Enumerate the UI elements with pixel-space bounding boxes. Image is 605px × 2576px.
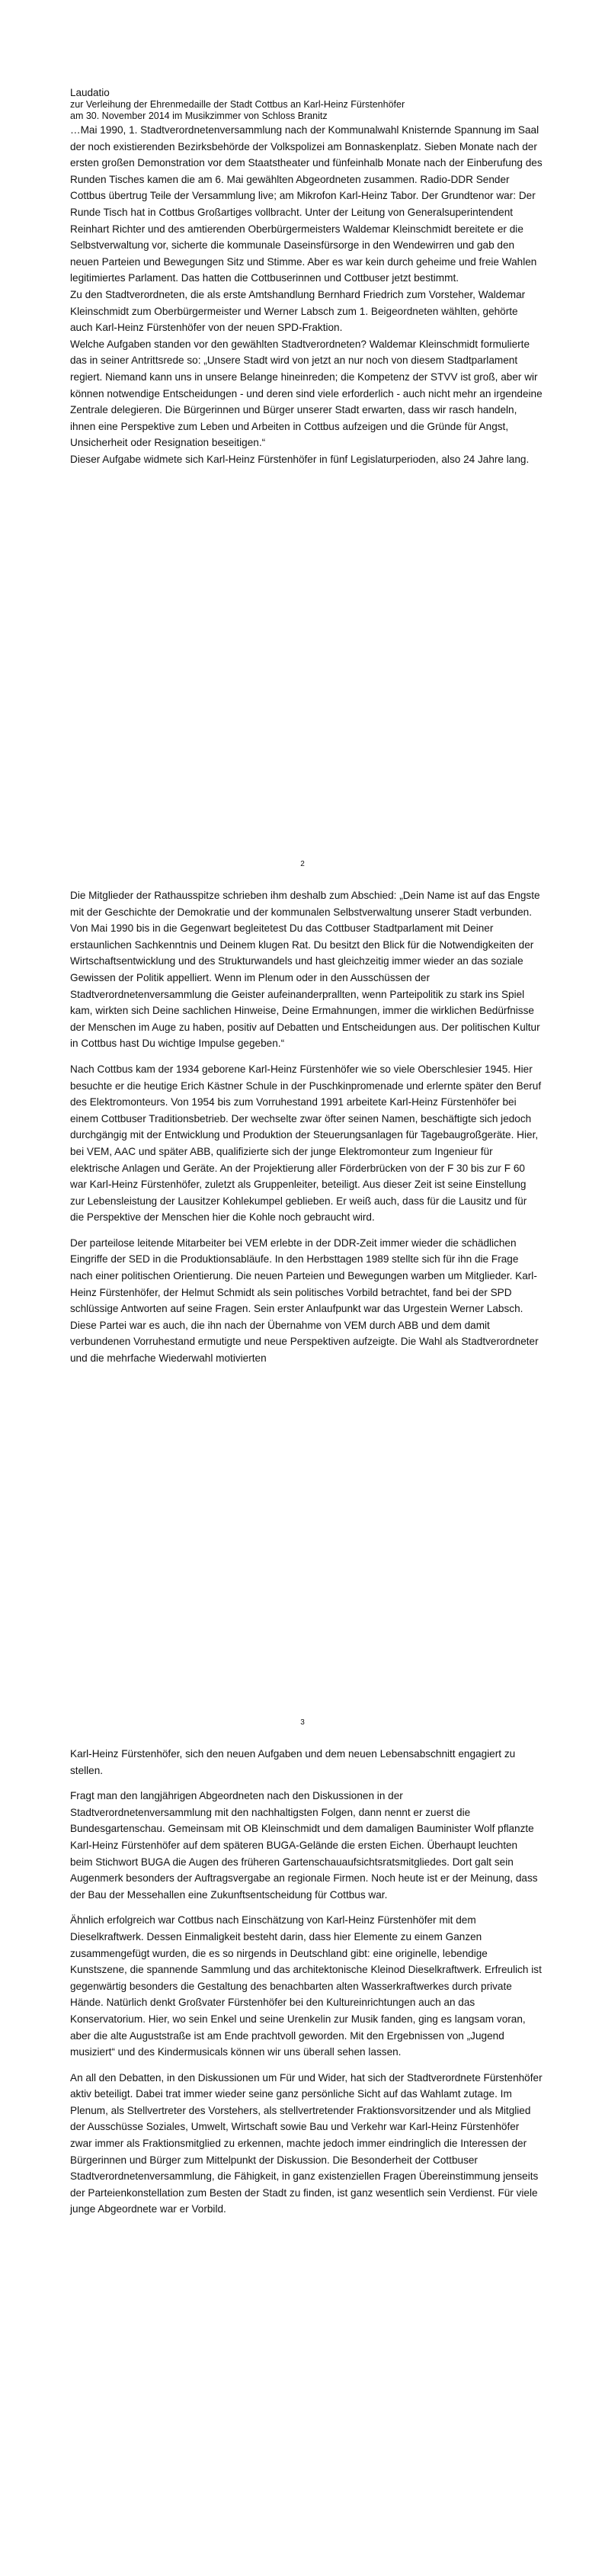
paragraph: Karl-Heinz Fürstenhöfer, sich den neuen Aufgaben und dem neuen Lebensabschnitt engagiert zu stellen. xyxy=(70,1748,516,1776)
page-number: 2 xyxy=(300,860,305,868)
page-number: 3 xyxy=(300,1718,305,1727)
paragraph: An all den Debatten, in den Diskussionen um Für und Wider, hat sich der Stadtverordnete Fürstenhöfer aktiv beteiligt. Dabei trat immer wieder seine ganz persönliche Sicht auf das Wahlamt zutage. Im Plenum, als Stellvertreter des Vorstehers, als stellvertretender Fraktionsvorsitzender und als Mitglied der Ausschüsse Soziales, Umwelt, Wirtschaft sowie Bau und Verkehr war Karl-Heinz Fürstenhöfer zwar immer als Fraktionsmitglied zu erkennen, machte jedoch immer eindringlich die Interessen der Bürgerinnen und Bürger zum Mittelpunkt der Diskussion. Die Besonderheit der Cottbuser Stadtverordnetenversammlung, die Fähigkeit, in ganz existenziellen Fragen Übereinstimmung jenseits der Parteienkonstellation zum Besten der Stadt zu finden, ist ganz wesentlich sein Verdienst. Für viele junge Abgeordnete war er Vorbild. xyxy=(70,2071,543,2215)
paragraph: Ähnlich erfolgreich war Cottbus nach Einschätzung von Karl-Heinz Fürstenhöfer mit dem Dieselkraftwerk. Dessen Einmaligkeit besteht darin, dass hier Elemente zu einem Ganzen zusammengefügt wurden, die es so nirgends in Deutschland gibt: eine originelle, lebendige Kunstszene, die spannende Sammlung und das architektonische Kleinod Dieselkraftwerk. Erfreulich ist gegenwärtig besonders die Gestaltung des benachbarten alten Wasserkraftwerkes durch private Hände. Natürlich denkt Großvater Fürstenhöfer bei den Kultureinrichtungen auch an das Konservatorium. Hier, wo sein Enkel und seine Urenkelin zur Musik fanden, ging es langsam voran, aber die alte Auguststraße ist am Ende prachtvoll geworden. Mit den Ergebnissen von „Jugend musiziert“ und des Kindermusicals können wir uns überall sehen lassen. xyxy=(70,1914,542,2058)
page-3 xyxy=(0,1717,605,2576)
paragraph: Zu den Stadtverordneten, die als erste Amtshandlung Bernhard Friedrich zum Vorsteher, Waldemar Kleinschmidt zum Oberbürgermeister und Werner Labsch zum 1. Beigeordneten wählten, gehörte auch Karl-Heinz Fürstenhöfer von der neuen SPD-Fraktion. xyxy=(70,288,526,334)
paragraph: Der parteilose leitende Mitarbeiter bei VEM erlebte in der DDR-Zeit immer wieder die schädlichen Eingriffe der SED in die Produktionsabläufe. In den Herbsttagen 1989 stellte sich für ihn die Frage nach einer politischen Orientierung. Die neuen Parteien und Bewegungen warben um Mitglieder. Karl-Heinz Fürstenhöfer, der Helmut Schmidt als sein politisches Vorbild betrachtet, fand bei der SPD schlüssige Antworten auf seine Fragen. Sein erster Anlaufpunkt war das Urgestein Werner Labsch. Diese Partei war es auch, die ihn nach der Übernahme von VEM durch ABB und dem damit verbundenen Vorruhestand ermutigte und neue Perspektiven aufzeigte. Die Wahl als Stadtverordneter und die mehrfache Wiederwahl motivierten xyxy=(70,1237,539,1365)
document-header xyxy=(70,87,543,123)
paragraph: Dieser Aufgabe widmete sich Karl-Heinz Fürstenhöfer in fünf Legislaturperioden, also 24 Jahre lang. xyxy=(70,453,530,465)
page-2-body xyxy=(70,887,543,1367)
header-occasion: zur Verleihung der Ehrenmedaille der Stadt Cottbus an Karl-Heinz Fürstenhöfer xyxy=(70,98,405,110)
page-3-body xyxy=(70,1746,543,2218)
paragraph: Welche Aufgaben standen vor den gewählten Stadtverordneten? Waldemar Kleinschmidt formulierte das in seiner Antrittsrede so: „Unsere Stadt wird von jetzt an nur noch von diesem Stadtparlament regiert. Niemand kann uns in unsere Belange hineinreden; die Kompetenz der STVV ist groß, aber wir können notwendige Entscheidungen - und deren sind viele erforderlich - auch nicht mehr an irgendeine Zentrale delegieren. Die Bürgerinnen und Bürger unserer Stadt erwarten, dass wir rasch handeln, ihnen eine Perspektive zum Leben und Arbeiten in Cottbus aufzeigen und die Gründe für Angst, Unsicherheit oder Resignation beseitigen.“ xyxy=(70,338,543,449)
header-date-place: am 30. November 2014 im Musikzimmer von Schloss Branitz xyxy=(70,111,328,121)
paragraph: Fragt man den langjährigen Abgeordneten nach den Diskussionen in der Stadtverordnetenversammlung mit den nachhaltigsten Folgen, dann nennt er zuerst die Bundesgartenschau. Gemeinsam mit OB Kleinschmidt und dem damaligen Bauminister Wolf pflanzte Karl-Heinz Fürstenhöfer auf dem späteren BUGA-Gelände die ersten Eichen. Überhaupt leuchten beim Stichwort BUGA die Augen des früheren Gartenschauaufsichtsratsmitgliedes. Dort galt sein Augenmerk besonders der Auftragsvergabe an regionale Firmen. Noch heute ist er der Meinung, dass der Bau der Messehallen eine Zukunftsentscheidung für Cottbus war. xyxy=(70,1790,538,1901)
page-1 xyxy=(0,0,605,858)
paragraph: Die Mitglieder der Rathausspitze schrieben ihm deshalb zum Abschied: „Dein Name ist auf das Engste mit der Geschichte der Demokratie und der kommunalen Selbstverwaltung unserer Stadt verbunden. Von Mai 1990 bis in die Gegenwart begleitetest Du das Cottbuser Stadtparlament mit Deiner erstaunlichen Sachkenntnis und Deinem klugen Rat. Du besitzt den Blick für die Notwendigkeiten der Wirtschaftsentwicklung und des Strukturwandels und hast gleichzeitig immer wieder an das soziale Gewissen der Politik appelliert. Wenn im Plenum oder in den Ausschüssen der Stadtverordnetenversammlung die Geister aufeinanderprallten, wenn Parteipolitik zu stark ins Spiel kam, wirkten sich Deine sachlichen Hinweise, Deine Ermahnungen, immer die wirklichen Bedürfnisse der Menschen im Auge zu haben, positiv auf Debatten und Entscheidungen aus. Der politischen Kultur in Cottbus hast Du wichtige Impulse gegeben.“ xyxy=(70,890,540,1050)
paragraph: …Mai 1990, 1. Stadtverordnetenversammlung nach der Kommunalwahl Knisternde Spannung im Saal der noch existierenden Bezirksbehörde der Volkspolizei am Bonnaskenplatz. Sieben Monate nach der ersten großen Demonstration vor dem Staatstheater und fünfeinhalb Monate nach der Einberufung des Runden Tisches kamen die am 6. Mai gewählten Abgeordneten zusammen. Radio-DDR Sender Cottbus übertrug Teile der Versammlung live; am Mikrofon Karl-Heinz Tabor. Der Grundtenor war: Der Runde Tisch hat in Cottbus Großartiges vollbracht. Unter der Leitung von Generalsuperintendent Reinhart Richter und des amtierenden Oberbürgermeisters Waldemar Kleinschmidt bereitete er die Selbstverwaltung vor, sicherte die kommunale Daseinsfürsorge in den Wendewirren und gab den neuen Parteien und Bewegungen Sitz und Stimme. Aber es war kein durch geheime und freie Wahlen legitimiertes Parlament. Das hatten die Cottbuserinnen und Cottbuser jetzt bestimmt. xyxy=(70,124,543,284)
page-2 xyxy=(0,858,605,1717)
paragraph: Nach Cottbus kam der 1934 geborene Karl-Heinz Fürstenhöfer wie so viele Oberschlesier 1945. Hier besuchte er die heutige Erich Kästner Schule in der Puschkinpromenade und erlernte später den Beruf des Elektromonteurs. Von 1954 bis zum Vorruhestand 1991 arbeitete Karl-Heinz Fürstenhöfer bei einem Cottbuser Traditionsbetrieb. Der wechselte zwar öfter seinen Namen, beschäftigte sich jedoch durchgängig mit der Entwicklung und Produktion der Steuerungsanlagen für Tagebaugroßgeräte. Hier, bei VEM, AAC und später ABB, qualifizierte sich der junge Elektromonteur zum Ingenieur für elektrische Anlagen und Geräte. An der Projektierung aller Förderbrücken von der F 30 bis zur F 60 war Karl-Heinz Fürstenhöfer, zuletzt als Gruppenleiter, beteiligt. Aus dieser Zeit ist seine Einstellung zur Lebensleistung der Lausitzer Kohlekumpel geblieben. Er weiß auch, dass für die Lausitz und für die Perspektive der Menschen hier die Kohle noch gebraucht wird. xyxy=(70,1063,542,1224)
page-1-body xyxy=(70,122,543,467)
header-title: Laudatio xyxy=(70,87,110,98)
